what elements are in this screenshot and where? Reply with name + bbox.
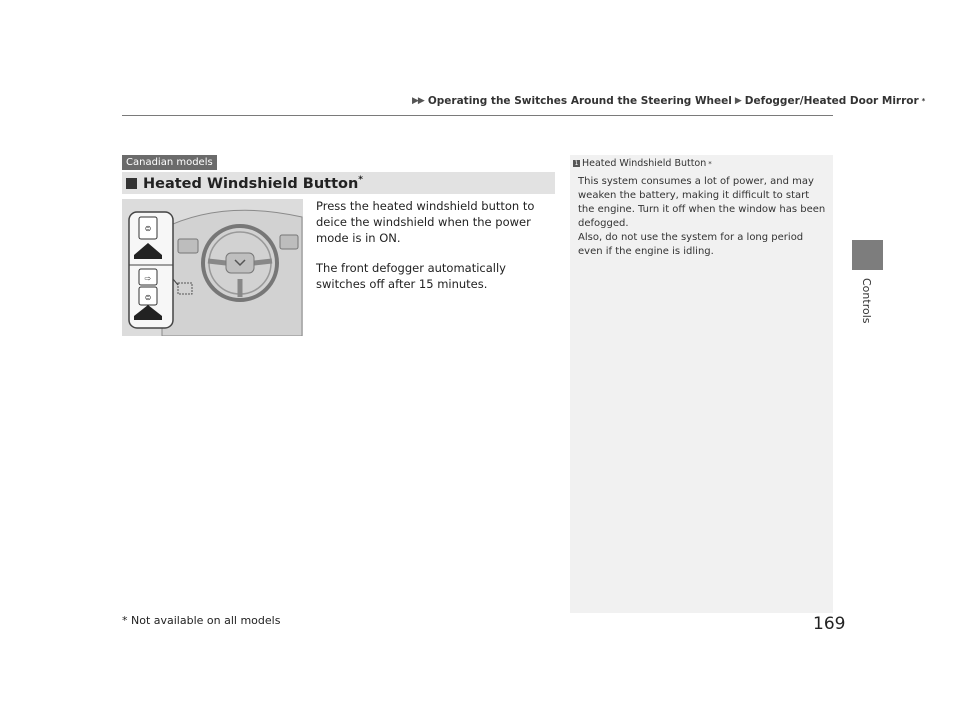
header-rule — [122, 115, 833, 116]
page-number: 169 — [813, 614, 846, 634]
region-tag: Canadian models — [122, 155, 217, 170]
svg-text:⊜: ⊜ — [144, 293, 152, 302]
note-body — [578, 175, 826, 259]
dashboard-illustration — [122, 199, 303, 336]
note-asterisk: * — [708, 159, 712, 168]
breadcrumb-item-defogger: Defogger/Heated Door Mirror — [744, 95, 919, 107]
square-bullet-icon — [126, 178, 137, 189]
section-heading — [122, 172, 555, 194]
chapter-tab — [852, 240, 883, 270]
note-paragraph: This system consumes a lot of power, and may weaken the battery, making it difficult to start the engine. Turn it off when the window has been defogged. — [578, 176, 826, 229]
svg-text:⇨: ⇨ — [144, 274, 152, 283]
section-asterisk: * — [358, 174, 364, 185]
breadcrumb — [412, 95, 925, 107]
breadcrumb-asterisk: * — [921, 97, 926, 105]
footnote: * Not available on all models — [122, 614, 281, 627]
arrow-icon: ▶ — [734, 96, 742, 106]
chapter-label: Controls — [860, 278, 873, 324]
note-paragraph-2: Also, do not use the system for a long period even if the engine is idling. — [578, 232, 804, 257]
note-title: 1 Heated Windshield Button * — [574, 158, 712, 169]
dashboard-drawing — [122, 199, 303, 336]
body-paragraph: Press the heated windshield button to deice the windshield when the power mode is in ON. — [316, 199, 535, 245]
breadcrumb-item-steering-switches: Operating the Switches Around the Steering Wheel — [427, 95, 732, 107]
double-arrow-icon: ▶▶ — [412, 96, 424, 106]
note-icon: 1 — [574, 160, 579, 167]
body-paragraph-2: The front defogger automatically switches off after 15 minutes. — [316, 261, 506, 291]
section-title: Heated Windshield Button* — [143, 174, 364, 192]
svg-text:⊜: ⊜ — [144, 224, 152, 233]
